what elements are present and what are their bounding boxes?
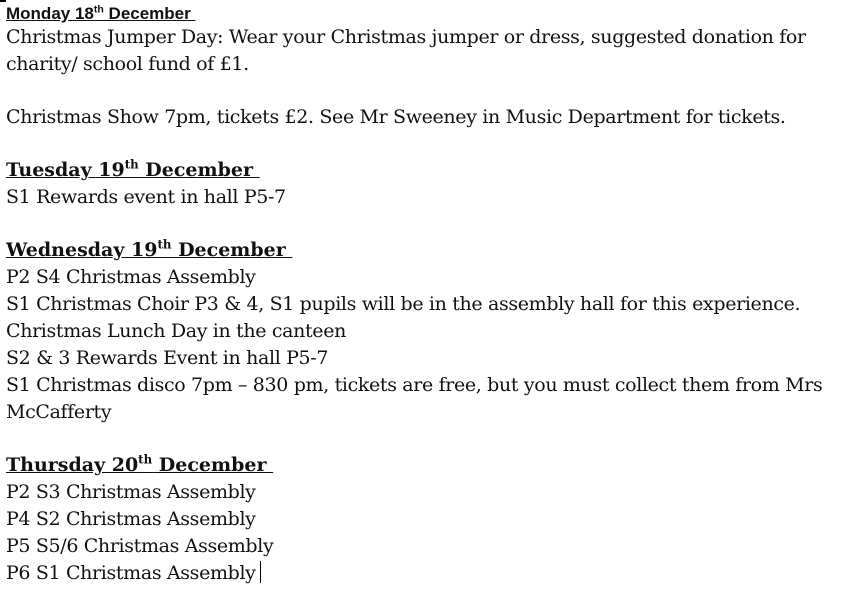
blank-line xyxy=(6,78,854,104)
day-heading-text: Thursday 20 xyxy=(6,454,139,476)
event-line: S1 Christmas disco 7pm – 830 pm, tickets are free, but you must collect them from Mrs McCafferty xyxy=(6,374,823,423)
day-heading-text: Wednesday 19 xyxy=(6,239,158,261)
day-section-tuesday xyxy=(6,157,854,211)
day-heading-month: December xyxy=(103,4,196,23)
event-line: P2 S4 Christmas Assembly xyxy=(6,266,256,288)
blank-line xyxy=(6,211,854,237)
event-line: Christmas Show 7pm, tickets £2. See Mr Sweeney in Music Department for tickets. xyxy=(6,106,786,128)
event-line: P5 S5/6 Christmas Assembly xyxy=(6,535,274,557)
day-section-monday xyxy=(6,4,854,131)
day-heading-suffix: th xyxy=(124,157,139,172)
day-heading-month: December xyxy=(138,159,260,181)
day-heading-suffix: th xyxy=(93,3,104,16)
day-heading-suffix: th xyxy=(138,452,153,467)
event-line-last xyxy=(6,560,854,587)
event-line: S2 & 3 Rewards Event in hall P5-7 xyxy=(6,347,329,369)
day-heading-tuesday xyxy=(6,157,854,184)
day-heading-text: Monday 18 xyxy=(6,4,94,23)
day-heading-thursday xyxy=(6,452,854,479)
blank-line xyxy=(6,426,854,452)
event-text: P6 S1 Christmas Assembly xyxy=(6,562,256,584)
day-heading-text: Tuesday 19 xyxy=(6,159,125,181)
day-heading-monday xyxy=(6,4,854,24)
day-heading-suffix: th xyxy=(157,237,172,252)
day-section-wednesday xyxy=(6,237,854,426)
event-line: P2 S3 Christmas Assembly xyxy=(6,481,256,503)
event-line: Christmas Lunch Day in the canteen xyxy=(6,320,346,342)
text-cursor xyxy=(260,561,261,583)
event-line: P4 S2 Christmas Assembly xyxy=(6,508,256,530)
day-heading-month: December xyxy=(171,239,293,261)
event-line: Christmas Jumper Day: Wear your Christmas jumper or dress, suggested donation for charity/ school fund of £1. xyxy=(6,26,806,75)
blank-line xyxy=(6,131,854,157)
day-section-thursday xyxy=(6,452,854,587)
event-line: S1 Rewards event in hall P5-7 xyxy=(6,186,286,208)
day-heading-wednesday xyxy=(6,237,854,264)
page-corner-mark xyxy=(0,0,6,2)
event-line: S1 Christmas Choir P3 & 4, S1 pupils will be in the assembly hall for this experience. xyxy=(6,293,801,315)
day-heading-month: December xyxy=(152,454,274,476)
document-body[interactable] xyxy=(6,4,854,587)
